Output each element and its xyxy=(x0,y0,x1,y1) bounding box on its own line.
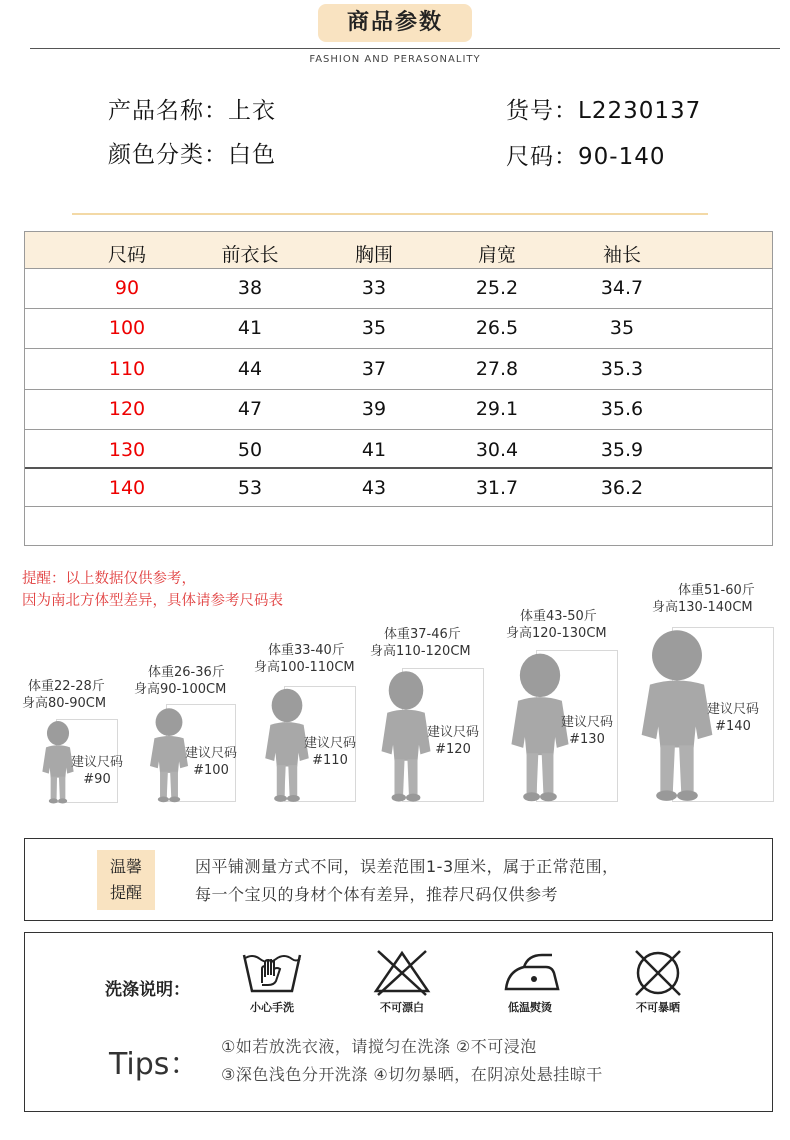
no-bleach-caption: 不可漂白 xyxy=(380,1001,424,1014)
size-guide-rec-label: 建议尺码 xyxy=(70,755,123,771)
size-guide-label xyxy=(652,582,755,616)
size-guide-recommendation xyxy=(290,735,370,769)
size-guide-recommendation xyxy=(547,714,627,748)
table-row-divider xyxy=(25,268,772,269)
size-guide-rec-size: #140 xyxy=(715,718,751,734)
table-cell: 26.5 xyxy=(475,317,519,339)
no-sun-icon xyxy=(623,947,693,997)
tip-text-line-2: 每一个宝贝的身材个体有差异，推荐尺码仅供参考 xyxy=(195,885,559,904)
tip-tag-line-1: 温馨 xyxy=(109,857,142,876)
table-cell: 41 xyxy=(237,317,263,339)
hand-wash-icon xyxy=(237,947,307,997)
table-cell: 39 xyxy=(361,398,387,420)
tips-line-1: ①如若放洗衣液，请搅匀在洗涤 ②不可浸泡 xyxy=(221,1037,537,1056)
size-guide-height: 身高90-100CM xyxy=(134,682,227,697)
tips-label: Tips： xyxy=(109,1047,200,1082)
size-reminder xyxy=(22,568,283,612)
table-header-cell: 尺码 xyxy=(107,244,146,266)
size-guide-weight: 体重37-46斤 xyxy=(384,627,461,642)
table-row-divider xyxy=(25,467,772,469)
table-cell: 37 xyxy=(361,358,387,380)
size-guide-weight: 体重43-50斤 xyxy=(520,609,597,624)
table-cell: 50 xyxy=(237,439,263,461)
table-row-divider xyxy=(25,506,772,507)
table-cell: 31.7 xyxy=(475,477,519,499)
size-guide-rec-size: #110 xyxy=(312,752,348,768)
low-iron-icon xyxy=(495,947,565,997)
table-header-cell: 前衣长 xyxy=(221,244,279,266)
table-cell: 35.3 xyxy=(600,358,644,380)
table-row-divider xyxy=(25,308,772,309)
product-name xyxy=(108,92,276,125)
size-guide-label xyxy=(254,642,355,676)
table-cell: 35.9 xyxy=(600,439,644,461)
size-guide-rec-size: #100 xyxy=(193,763,229,779)
product-size-label: 尺码： xyxy=(506,144,578,170)
size-guide-rec-size: #120 xyxy=(435,742,471,758)
table-cell: 43 xyxy=(361,477,387,499)
no-bleach-icon xyxy=(367,947,437,997)
size-guide-rec-size: #90 xyxy=(83,772,111,788)
table-size-cell: 110 xyxy=(108,358,146,380)
product-name-label: 产品名称： xyxy=(108,98,228,124)
table-size-cell: 120 xyxy=(108,398,146,420)
table-cell: 44 xyxy=(237,358,263,380)
table-cell: 33 xyxy=(361,277,387,299)
size-guide-height: 身高80-90CM xyxy=(22,696,107,711)
size-guide-label xyxy=(134,664,226,698)
product-size xyxy=(506,138,665,171)
reminder-line-1: 提醒：以上数据仅供参考， xyxy=(22,571,196,587)
tips-line-2: ③深色浅色分开洗涤 ④切勿暴晒，在阴凉处悬挂晾干 xyxy=(221,1065,603,1084)
size-guide-recommendation xyxy=(693,701,773,735)
size-guide-recommendation xyxy=(413,724,493,758)
gold-divider xyxy=(72,213,708,215)
product-sku xyxy=(506,92,701,125)
table-cell: 34.7 xyxy=(600,277,644,299)
table-row-divider xyxy=(25,429,772,430)
product-sku-label: 货号： xyxy=(506,98,578,124)
product-color-label: 颜色分类： xyxy=(108,142,228,168)
table-size-cell: 140 xyxy=(108,477,146,499)
size-table xyxy=(24,231,773,546)
size-guide-rec-size: #130 xyxy=(569,731,605,747)
product-size-value: 90-140 xyxy=(578,144,666,170)
size-guide-height: 身高110-120CM xyxy=(370,644,471,659)
table-size-cell: 90 xyxy=(114,277,140,299)
table-cell: 35 xyxy=(361,317,387,339)
size-guide-label xyxy=(22,678,106,712)
size-guide-label xyxy=(370,626,471,660)
size-guide-rec-label: 建议尺码 xyxy=(560,714,613,730)
size-guide-rec-label: 建议尺码 xyxy=(706,701,759,717)
table-header-cell: 袖长 xyxy=(602,244,641,266)
product-name-value: 上衣 xyxy=(228,98,276,124)
size-guide-height: 身高130-140CM xyxy=(652,600,753,615)
section-title: 商品参数 xyxy=(318,4,472,42)
size-guide-height: 身高120-130CM xyxy=(506,626,607,641)
table-cell: 27.8 xyxy=(475,358,519,380)
table-cell: 38 xyxy=(237,277,263,299)
table-row-divider xyxy=(25,348,772,349)
product-color-value: 白色 xyxy=(228,142,276,168)
table-header-cell: 胸围 xyxy=(354,244,393,266)
table-size-cell: 100 xyxy=(108,317,146,339)
table-cell: 25.2 xyxy=(475,277,519,299)
table-cell: 30.4 xyxy=(475,439,519,461)
tip-text xyxy=(195,853,619,909)
tip-tag-line-2: 提醒 xyxy=(109,883,142,902)
size-guide-weight: 体重26-36斤 xyxy=(148,665,225,680)
table-cell: 35.6 xyxy=(600,398,644,420)
table-cell: 35 xyxy=(609,317,635,339)
tip-tag xyxy=(97,850,155,910)
size-guide-recommendation xyxy=(171,745,251,779)
size-guide-height: 身高100-110CM xyxy=(254,660,355,675)
table-header-cell: 肩宽 xyxy=(477,244,516,266)
size-guide-rec-label: 建议尺码 xyxy=(184,746,237,762)
tip-box xyxy=(24,838,773,921)
low-iron-caption: 低温熨烫 xyxy=(508,1001,552,1014)
tips-text xyxy=(221,1033,603,1089)
size-guide-rec-label: 建议尺码 xyxy=(426,725,479,741)
table-cell: 36.2 xyxy=(600,477,644,499)
table-cell: 47 xyxy=(237,398,263,420)
table-cell: 29.1 xyxy=(475,398,519,420)
no-sun-caption: 不可暴晒 xyxy=(636,1001,680,1014)
product-sku-value: L2230137 xyxy=(578,98,702,124)
table-row-divider xyxy=(25,389,772,390)
title-divider xyxy=(30,48,780,49)
hand-wash-caption: 小心手洗 xyxy=(250,1001,294,1014)
wash-box xyxy=(24,932,773,1112)
size-guide-rec-label: 建议尺码 xyxy=(303,735,356,751)
wash-title: 洗涤说明： xyxy=(105,980,190,1000)
size-guide-weight: 体重51-60斤 xyxy=(678,583,755,598)
size-guide-recommendation xyxy=(57,754,137,788)
section-subtitle: FASHION AND PERASONALITY xyxy=(309,54,481,65)
size-guide-weight: 体重33-40斤 xyxy=(268,643,345,658)
table-size-cell: 130 xyxy=(108,439,146,461)
table-cell: 41 xyxy=(361,439,387,461)
table-cell: 53 xyxy=(237,477,263,499)
size-guide-weight: 体重22-28斤 xyxy=(28,679,105,694)
reminder-line-2: 因为南北方体型差异，具体请参考尺码表 xyxy=(22,593,283,609)
size-guide-label xyxy=(506,608,607,642)
tip-text-line-1: 因平铺测量方式不同，误差范围1-3厘米，属于正常范围， xyxy=(195,857,619,876)
product-color xyxy=(108,136,276,169)
